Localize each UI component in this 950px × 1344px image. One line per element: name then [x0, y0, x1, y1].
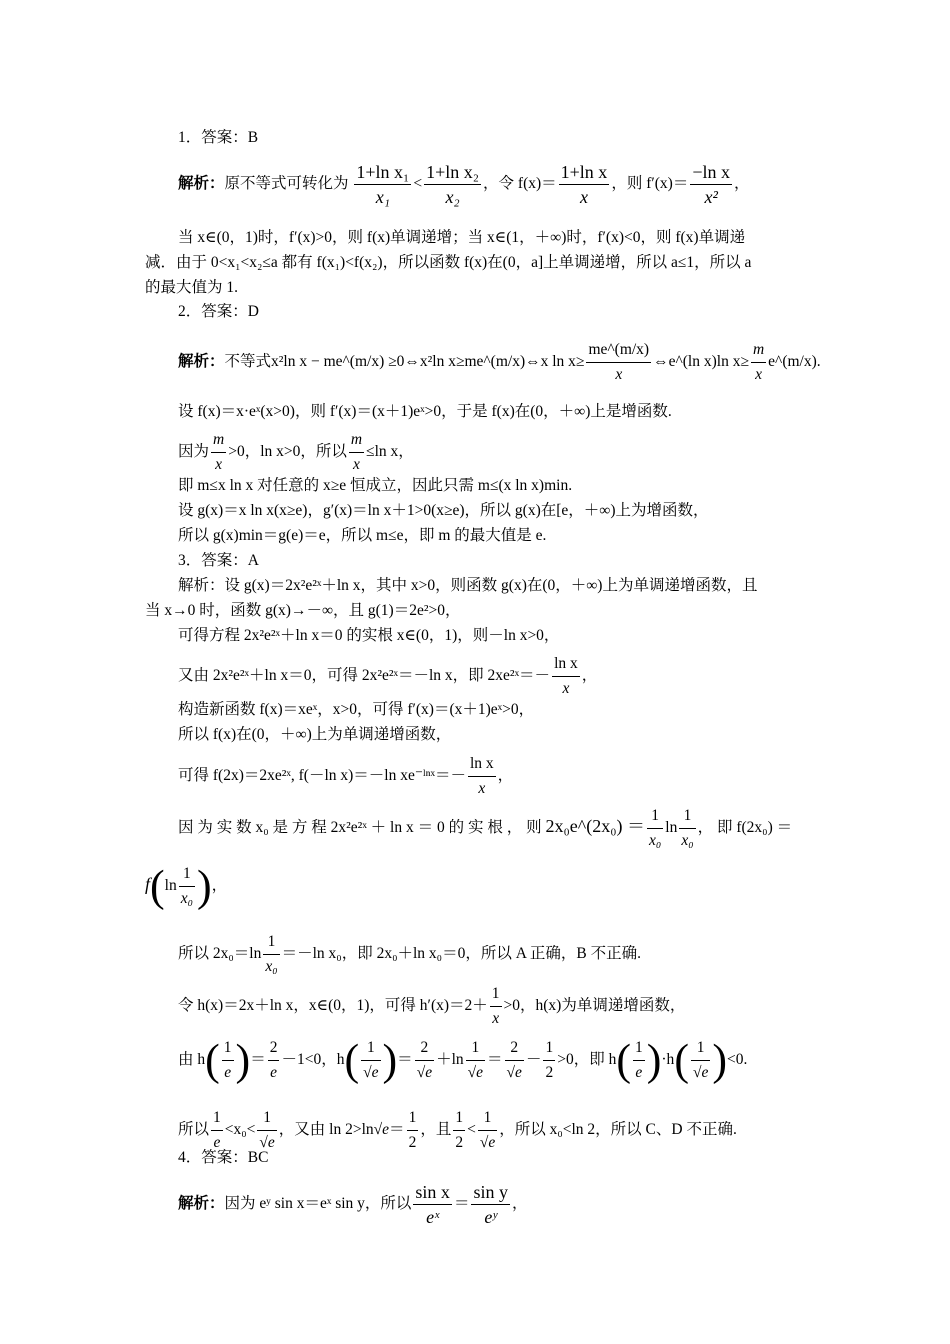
- q3-line7: 可得 f(2x)＝2xe²ˣ, f(－ln x)＝－ln xe⁻ˡⁿˣ＝－ $\frac{\text{ln x}}{x}$ ，: [178, 752, 815, 801]
- fraction: $\frac{1}{\text{x₀}}$: [679, 804, 695, 853]
- fraction: $\frac{1}{\text{x₀}}$: [263, 930, 279, 979]
- q2-line3: 因为 $\frac{m}{x}$ >0，ln x>0，所以 $\frac{m}{x}$ ≤ln x，: [178, 428, 815, 477]
- q1-line4: 的最大值为 1.: [145, 279, 239, 296]
- q2-line1: 解析：不等式x²ln x − me^(m/x) ≥0⇔x²ln x≥me^(m/x)⇔x ln x≥ $\frac{me\^{}(m/x)}{x}$ ⇔e^(ln x)ln x≥ $\frac{m}{x}$ e^(m/x).: [178, 338, 815, 387]
- fraction: $\frac{1}{x}$: [490, 982, 502, 1031]
- fraction: $\frac{\text{1+ln x₂}}{\text{x₂}}$: [426, 162, 480, 207]
- q4-line1: 解析：因为 eʸ sin x＝eˣ sin y，所以 $\frac{\text{sin x}}{\text{eˣ}}$ ＝ $\frac{\text{sin y}}{\text{eʸ}}$ ，: [178, 1182, 528, 1227]
- fraction: $\frac{1}{e}$: [211, 1106, 223, 1155]
- fraction: $\frac{me\^{}(m/x)}{x}$: [586, 338, 651, 387]
- q3-line3: 可得方程 2x²e²ˣ＋ln x＝0 的实根 x∈(0，1)，则－ln x>0，: [178, 627, 560, 644]
- fraction: $\frac{\text{ln x}}{x}$: [468, 752, 496, 801]
- fraction: $\frac{1}{√e}$: [478, 1106, 497, 1155]
- q2-title: 2．答案：D: [178, 303, 259, 320]
- fraction: $\frac{2}{√e}$: [415, 1036, 434, 1085]
- q2-line5: 设 g(x)＝x ln x(x≥e)，g′(x)＝ln x＋1>0(x≥e)，所以 g(x)在[e，＋∞)上为增函数，: [178, 502, 709, 519]
- fraction: $\frac{\text{1+ln x}}{x}$: [560, 162, 608, 207]
- fraction: $\frac{1}{2}$: [543, 1036, 555, 1085]
- q3-line11: 令 h(x)＝2x＋ln x，x∈(0，1)，可得 h′(x)＝2＋ $\frac{1}{x}$ >0，h(x)为单调递增函数，: [178, 982, 815, 1031]
- fraction: $\frac{\text{−ln x}}{\text{x²}}$: [692, 162, 730, 207]
- fraction: $\frac{\text{sin x}}{\text{eˣ}}$: [415, 1182, 450, 1227]
- fraction: $\frac{1}{2}$: [407, 1106, 419, 1155]
- fraction: $\frac{m}{x}$: [349, 428, 364, 477]
- q1-line3: 减．由于 0<x₁<x₂≤a 都有 f(x₁)<f(x₂)，所以函数 f(x)在(0，a]上单调递增，所以 a≤1，所以 a: [145, 254, 752, 271]
- fraction: $\frac{1}{e}$: [222, 1036, 234, 1085]
- fraction: $\frac{1}{2}$: [453, 1106, 465, 1155]
- q3-line5: 构造新函数 f(x)＝xeˣ，x>0，可得 f′(x)＝(x＋1)eˣ>0，: [178, 701, 535, 718]
- q2-line6: 所以 g(x)min＝g(e)＝e，所以 m≤e，即 m 的最大值是 e.: [178, 527, 547, 544]
- fraction: $\frac{1}{√e}$: [361, 1036, 380, 1085]
- fraction: $\frac{1}{√e}$: [466, 1036, 485, 1085]
- q4-title: 4．答案：BC: [178, 1149, 269, 1166]
- q3-line8: 因 为 实 数 x₀ 是 方 程 2x²e²ˣ ＋ ln x ＝ 0 的 实 根 ， 则 2x₀e^(2x₀) ＝ $\frac{1}{\text{x₀}}$ ln $\frac{1}{\text{x₀}}$ ， 即 f(2x₀) ＝: [178, 804, 815, 853]
- fraction: $\frac{1}{\text{x₀}}$: [647, 804, 663, 853]
- q1-title: 1．答案：B: [178, 129, 259, 146]
- fraction: $\frac{\text{ln x}}{x}$: [552, 652, 580, 701]
- q1-line2: 当 x∈(0，1)时，f′(x)>0，则 f(x)单调递增；当 x∈(1，＋∞)时，f′(x)<0，则 f(x)单调递: [178, 229, 746, 246]
- q3-line12: 由 h( $\frac{1}{e}$ )＝ $\frac{2}{e}$ －1<0，h( $\frac{1}{√e}$ )＝ $\frac{2}{√e}$ ＋ln $\frac{1}{√e}$ ＝ $\frac{2}{√e}$ － $\frac{1}{2}$ >0，即 h( $\frac{1}{e}$ )·h( $\frac{1}{√e}$ )<0.: [178, 1035, 748, 1085]
- fraction: $\frac{1}{\text{x₀}}$: [179, 862, 195, 911]
- q3-line6: 所以 f(x)在(0，＋∞)上为单调递增函数，: [178, 726, 452, 743]
- fraction: $\frac{2}{√e}$: [505, 1036, 524, 1085]
- fraction: $\frac{2}{e}$: [268, 1036, 280, 1085]
- q3-title: 3．答案：A: [178, 552, 259, 569]
- q3-line1: 解析：设 g(x)＝2x²e²ˣ＋ln x，其中 x>0，则函数 g(x)在(0，＋∞)上为单调递增函数，且: [178, 577, 758, 594]
- fraction: $\frac{1}{√e}$: [257, 1106, 276, 1155]
- q1-line1: 解析：原不等式可转化为 $\frac{\text{1+ln x₁}}{\text{x₁}}$ < $\frac{\text{1+ln x₂}}{\text{x₂}}$ ，令 f(x)＝ $\frac{\text{1+ln x}}{x}$ ，则 f′(x)＝ $\frac{\text{−ln x}}{\text{x²}}$ ，: [178, 162, 750, 207]
- fraction: $\frac{m}{x}$: [751, 338, 766, 387]
- fraction: $\frac{1}{√e}$: [691, 1036, 710, 1085]
- q3-line10: 所以 2x₀＝ln $\frac{1}{\text{x₀}}$ ＝－ln x₀，即 2x₀＋ln x₀＝0，所以 A 正确，B 不正确.: [178, 930, 815, 979]
- fraction: $\frac{m}{x}$: [211, 428, 226, 477]
- fraction: $\frac{\text{sin y}}{\text{eʸ}}$: [473, 1182, 508, 1227]
- q2-line2: 设 f(x)＝x·eˣ(x>0)，则 f′(x)＝(x＋1)eˣ>0，于是 f(x)在(0，＋∞)上是增函数.: [178, 403, 672, 420]
- q2-line4: 即 m≤x ln x 对任意的 x≥e 恒成立，因此只需 m≤(x ln x)min.: [178, 477, 573, 494]
- q3-line2: 当 x→0 时，函数 g(x)→－∞，且 g(1)＝2e²>0，: [145, 602, 461, 619]
- fraction: $\frac{1}{e}$: [633, 1036, 645, 1085]
- q3-line13: 所以 $\frac{1}{e}$ <x₀< $\frac{1}{√e}$ ，又由 ln 2>ln√e＝ $\frac{1}{2}$ ，且 $\frac{1}{2}$ < $\frac{1}{√e}$ ，所以 x₀<ln 2，所以 C、D 不正确.: [178, 1106, 815, 1155]
- q3-line9: f(ln $\frac{1}{\text{x₀}}$ )，: [145, 861, 228, 911]
- fraction: $\frac{\text{1+ln x₁}}{\text{x₁}}$: [356, 162, 410, 207]
- q3-line4: 又由 2x²e²ˣ＋ln x＝0，可得 2x²e²ˣ＝－ln x，即 2xe²ˣ＝－ $\frac{\text{ln x}}{x}$ ，: [178, 652, 815, 701]
